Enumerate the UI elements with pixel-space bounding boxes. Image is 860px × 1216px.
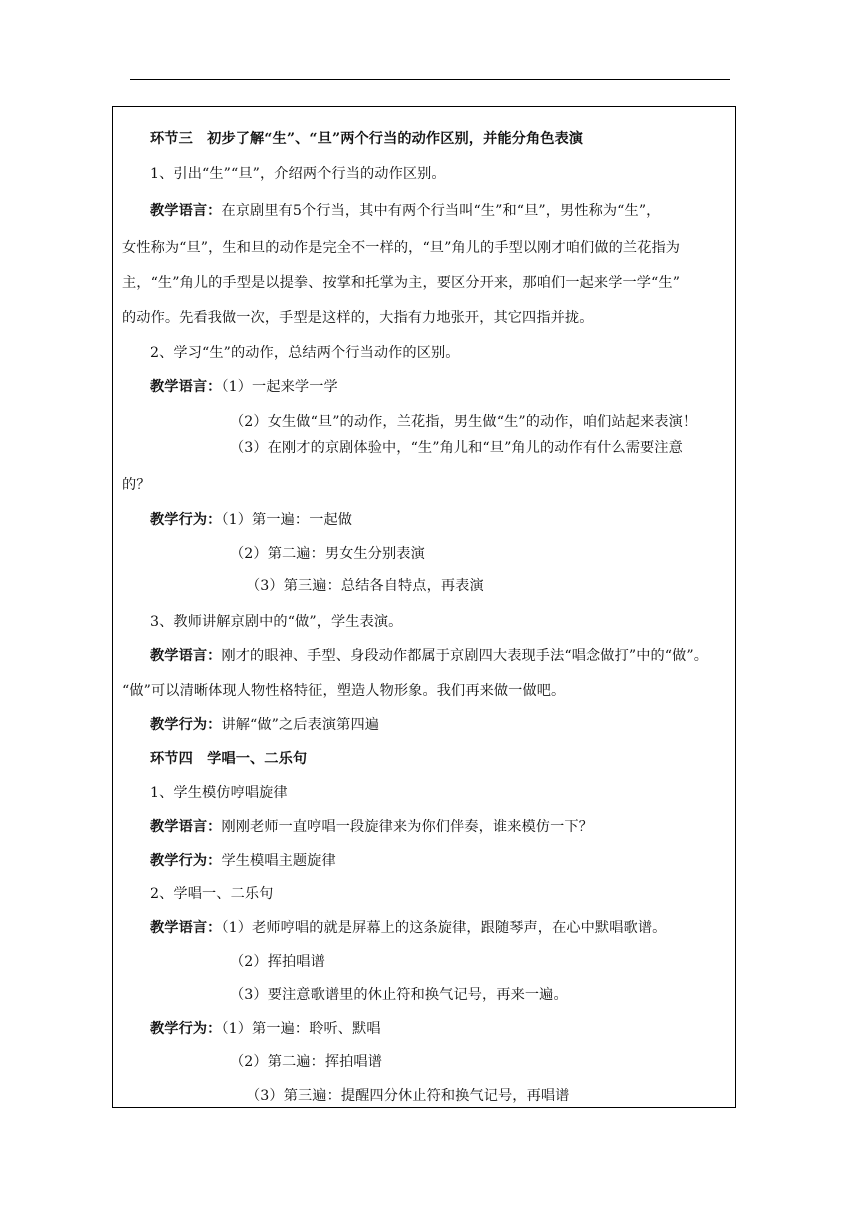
paragraph-line: 主，“生”角儿的手型是以提拳、按掌和托掌为主，要区分开来，那咱们一起来学一学“生” (122, 275, 681, 291)
paragraph-line: 教学语言：刚刚老师一直哼唱一段旋律来为你们伴奏，谁来模仿一下？ (150, 819, 593, 835)
paragraph-line: 教学语言：（1）一起来学一学 (150, 379, 338, 395)
paragraph-line: （2）挥拍唱谱 (230, 954, 325, 970)
paragraph-line: （3）在刚才的京剧体验中，“生”角儿和“旦”角儿的动作有什么需要注意 (230, 440, 683, 456)
paragraph-line: （3）要注意歌谱里的休止符和换气记号，再来一遍。 (230, 987, 568, 1003)
paragraph-line: 2、学习“生”的动作，总结两个行当动作的区别。 (150, 345, 460, 361)
section-heading: 环节三 初步了解“生”、“旦”两个行当的动作区别，并能分角色表演 (150, 131, 584, 147)
paragraph-line: 教学行为：（1）第一遍：一起做 (150, 512, 353, 528)
paragraph-line: （2）第二遍：挥拍唱谱 (230, 1054, 383, 1070)
paragraph-line: （3）第三遍：提醒四分休止符和换气记号，再唱谱 (246, 1088, 570, 1104)
paragraph-line: 2、学唱一、二乐句 (150, 886, 274, 902)
paragraph-line: 3、教师讲解京剧中的“做”，学生表演。 (150, 614, 403, 630)
paragraph-line: 的？ (122, 477, 151, 493)
paragraph-line: （3）第三遍：总结各自特点，再表演 (246, 578, 484, 594)
header-rule (130, 79, 730, 80)
paragraph-line: 教学行为：讲解“做”之后表演第四遍 (150, 717, 380, 733)
lesson-content-box (112, 106, 736, 1108)
paragraph-line: 的动作。先看我做一次，手型是这样的，大指有力地张开，其它四指并拢。 (122, 310, 594, 326)
paragraph-line: “做”可以清晰体现人物性格特征，塑造人物形象。我们再来做一做吧。 (122, 683, 566, 699)
paragraph-line: 女性称为“旦”，生和旦的动作是完全不一样的，“旦”角儿的手型以刚才咱们做的兰花指为 (122, 240, 681, 256)
paragraph-line: 教学行为：（1）第一遍：聆听、默唱 (150, 1021, 381, 1037)
paragraph-line: （2）女生做“旦”的动作，兰花指，男生做“生”的动作，咱们站起来表演！ (230, 414, 698, 430)
paragraph-line: 教学行为：学生模唱主题旋律 (150, 853, 336, 869)
section-heading: 环节四 学唱一、二乐句 (150, 751, 308, 767)
paragraph-line: 教学语言：在京剧里有5个行当，其中有两个行当叫“生”和“旦”，男性称为“生”， (150, 203, 661, 219)
paragraph-line: 1、学生模仿哼唱旋律 (150, 785, 288, 801)
paragraph-line: 1、引出“生”“旦”，介绍两个行当的动作区别。 (150, 166, 446, 182)
paragraph-line: 教学语言：刚才的眼神、手型、身段动作都属于京剧四大表现手法“唱念做打”中的“做”。 (150, 648, 709, 664)
paragraph-line: 教学语言：（1）老师哼唱的就是屏幕上的这条旋律，跟随琴声，在心中默唱歌谱。 (150, 920, 667, 936)
paragraph-line: （2）第二遍：男女生分别表演 (230, 546, 425, 562)
